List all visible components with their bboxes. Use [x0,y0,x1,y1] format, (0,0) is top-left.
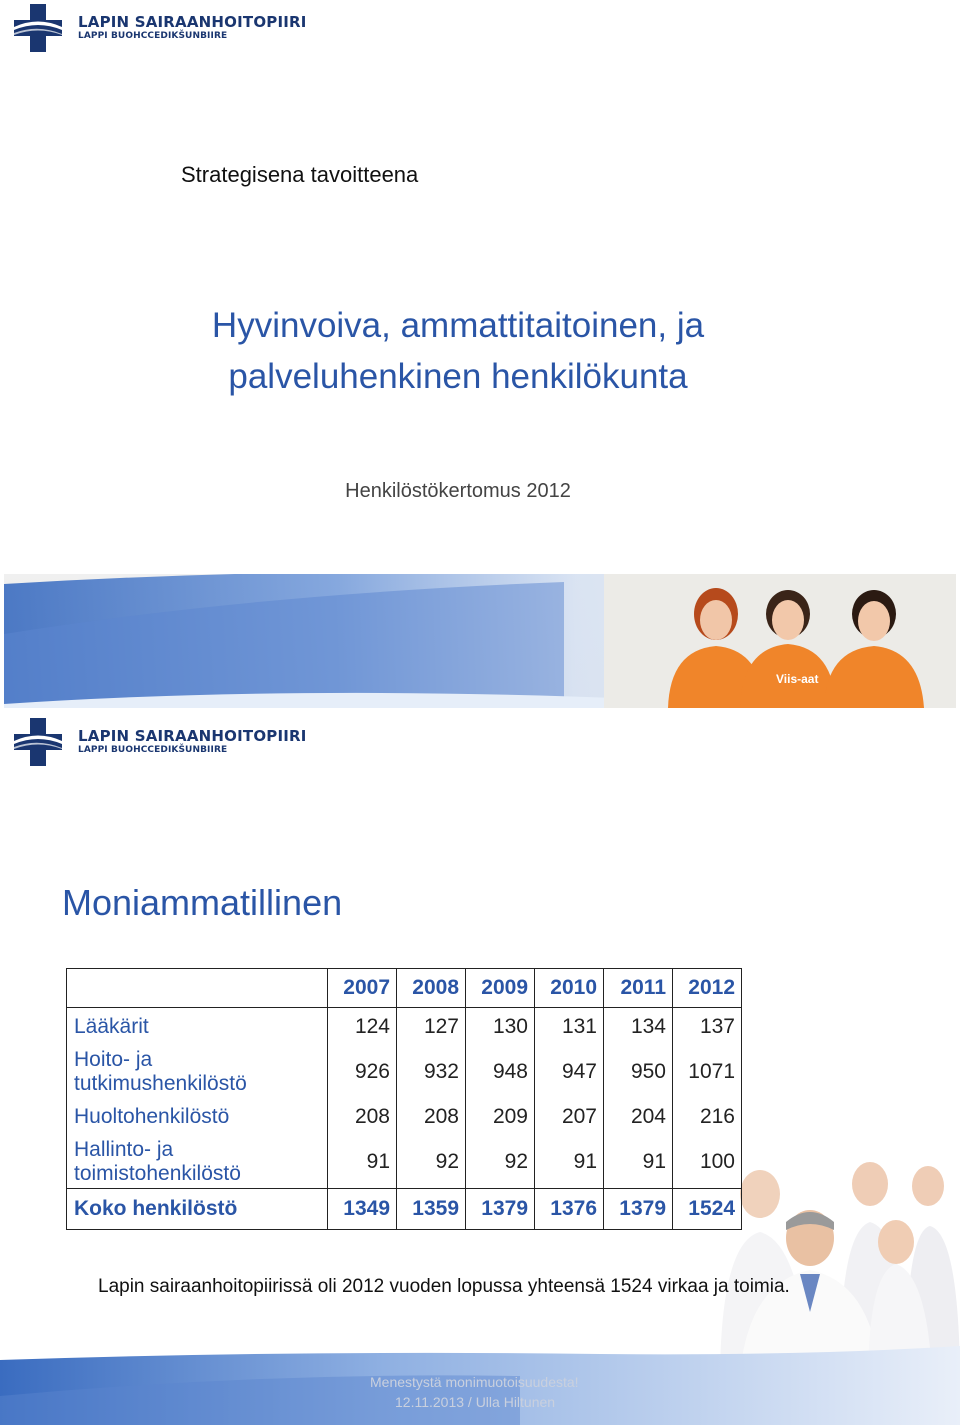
report-name: Henkilöstökertomus 2012 [345,480,571,502]
cell: 204 [604,1098,673,1136]
cell: 208 [328,1098,397,1136]
table-row [67,1098,742,1136]
total-cell: 1524 [673,1189,742,1230]
title-line-1: Hyvinvoiva, ammattitaitoinen, ja [211,306,705,345]
total-cell: 1379 [604,1189,673,1230]
cell: 131 [535,1008,604,1047]
logo-name: LAPIN SAIRAANHOITOPIIRI [78,13,307,31]
hospital-logo [14,718,307,766]
logo-sami-name: LAPPI BUOHCCEDIKŠUNBIIRE [78,745,228,755]
cell: 948 [466,1046,535,1098]
total-cell: 1349 [328,1189,397,1230]
title-line-2: palveluhenkinen henkilökunta [228,357,688,396]
slide-1 [0,0,960,712]
total-cell: 1376 [535,1189,604,1230]
hospital-logo [14,4,307,52]
row-label [67,1046,328,1098]
slide-2 [0,712,960,1425]
slide2-title: Moniammatillinen [62,882,343,923]
cell: 92 [466,1136,535,1189]
cell: 91 [535,1136,604,1189]
table-row [67,1008,742,1047]
total-cell: 1359 [397,1189,466,1230]
cell: 91 [328,1136,397,1189]
total-row [67,1189,742,1230]
slide1-subtitle: Strategisena tavoitteena [181,162,419,187]
cross-logo-icon [14,4,62,52]
header-blank [67,969,328,1008]
row-label-line: Hoito- ja [74,1048,153,1071]
logo-sami-name: LAPPI BUOHCCEDIKŠUNBIIRE [78,31,228,41]
year-header: 2012 [673,969,742,1008]
table-row [67,1046,742,1098]
cell: 947 [535,1046,604,1098]
cell: 124 [328,1008,397,1047]
cell: 127 [397,1008,466,1047]
cell: 926 [328,1046,397,1098]
staff-table [66,968,742,1230]
row-label-line: toimistohenkilöstö [74,1162,241,1185]
row-label-line: Hallinto- ja [74,1138,174,1161]
cell: 137 [673,1008,742,1047]
year-header: 2008 [397,969,466,1008]
summary-note: Lapin sairaanhoitopiirissä oli 2012 vuoden lopussa yhteensä 1524 virkaa ja toimia. [98,1276,790,1297]
table-row [67,1136,742,1189]
cell: 207 [535,1098,604,1136]
footer-date-author: 12.11.2013 / Ulla Hiltunen [395,1394,556,1410]
cell: 130 [466,1008,535,1047]
row-label-line: tutkimushenkilöstö [74,1072,247,1095]
cell: 100 [673,1136,742,1189]
total-cell: 1379 [466,1189,535,1230]
cell: 932 [397,1046,466,1098]
shirt-text: Viis-aat [776,672,819,686]
row-label: Lääkärit [67,1008,328,1047]
row-label: Huoltohenkilöstö [67,1098,328,1136]
people-photo [658,580,958,708]
staff-banner-image [4,574,956,708]
cell: 1071 [673,1046,742,1098]
cell: 950 [604,1046,673,1098]
footer-slogan: Menestystä monimuotoisuudesta! [370,1374,579,1390]
year-header: 2009 [466,969,535,1008]
cell: 209 [466,1098,535,1136]
row-label [67,1136,328,1189]
cross-logo-icon [14,718,62,766]
year-header: 2007 [328,969,397,1008]
cell: 134 [604,1008,673,1047]
header-row [67,969,742,1008]
logo-name: LAPIN SAIRAANHOITOPIIRI [78,727,307,745]
slide1-title [0,300,916,402]
total-label: Koko henkilöstö [67,1189,328,1230]
year-header: 2011 [604,969,673,1008]
cell: 91 [604,1136,673,1189]
year-header: 2010 [535,969,604,1008]
cell: 92 [397,1136,466,1189]
cell: 216 [673,1098,742,1136]
cell: 208 [397,1098,466,1136]
